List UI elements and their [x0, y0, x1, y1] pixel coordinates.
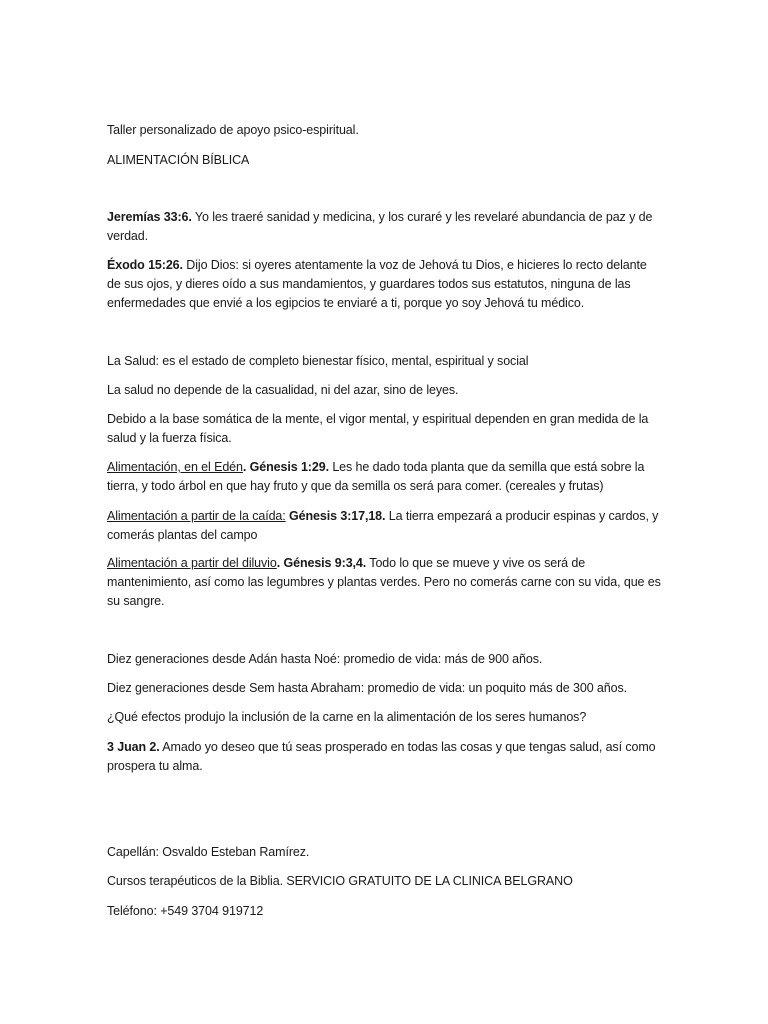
generaciones-adan: Diez generaciones desde Adán hasta Noé: promedio de vida: más de 900 años.	[107, 652, 543, 666]
diluvio-paragraph	[107, 554, 663, 611]
jeremias-ref: Jeremías 33:6.	[107, 210, 192, 224]
juan-text: Amado yo deseo que tú seas prosperado en todas las cosas y que tengas salud, así como prospera tu alma.	[107, 740, 656, 773]
cursos-line: Cursos terapéuticos de la Biblia. SERVICIO GRATUITO DE LA CLINICA BELGRANO	[107, 874, 573, 888]
eden-ref: . Génesis 1:29.	[242, 460, 329, 474]
caida-text: La tierra empezará a producir espinas y cardos, y comerás plantas del campo	[107, 509, 659, 542]
diluvio-ref: . Génesis 9:3,4.	[276, 556, 367, 570]
document-subtitle: ALIMENTACIÓN BÍBLICA	[107, 153, 250, 167]
pregunta-carne: ¿Qué efectos produjo la inclusión de la carne en la alimentación de los seres humanos?	[107, 710, 587, 724]
caida-heading: Alimentación a partir de la caída:	[107, 509, 286, 523]
exodo-ref: Éxodo 15:26.	[107, 258, 183, 272]
eden-text: Les he dado toda planta que da semilla que está sobre la tierra, y todo árbol en que hay fruto y que da semilla os será para comer. (cereales y frutas)	[107, 460, 645, 493]
generaciones-sem: Diez generaciones desde Sem hasta Abraham: promedio de vida: un poquito más de 300 años.	[107, 681, 628, 695]
capellan-line: Capellán: Osvaldo Esteban Ramírez.	[107, 845, 310, 859]
juan-ref: 3 Juan 2.	[107, 740, 160, 754]
jeremias-text: Yo les traeré sanidad y medicina, y los curaré y les revelaré abundancia de paz y de verdad.	[107, 210, 653, 243]
jeremias-paragraph	[107, 208, 663, 246]
caida-ref: Génesis 3:17,18.	[285, 509, 386, 523]
caida-paragraph	[107, 507, 663, 545]
salud-definition: La Salud: es el estado de completo bienestar físico, mental, espiritual y social	[107, 354, 529, 368]
eden-heading: Alimentación, en el Edén	[107, 460, 243, 474]
base-somatica-paragraph: Debido a la base somática de la mente, el vigor mental, y espiritual dependen en gran medida de la salud y la fuerza física.	[107, 412, 649, 445]
diluvio-heading: Alimentación a partir del diluvio	[107, 556, 277, 570]
eden-paragraph	[107, 458, 663, 496]
juan-paragraph	[107, 738, 663, 776]
telefono-line: Teléfono: +549 3704 919712	[107, 904, 264, 918]
salud-leyes: La salud no depende de la casualidad, ni del azar, sino de leyes.	[107, 383, 459, 397]
exodo-text: Dijo Dios: si oyeres atentamente la voz de Jehová tu Dios, e hicieres lo recto delante de sus ojos, y dieres oído a sus mandamientos, y guardares todos sus estatutos, ninguna de las enfermedades que envié a los egipcios te enviaré a ti, porque yo soy Jehová tu médico.	[107, 258, 647, 310]
document-title: Taller personalizado de apoyo psico-espiritual.	[107, 123, 359, 137]
diluvio-text: Todo lo que se mueve y vive os será de mantenimiento, así como las legumbres y plantas verdes. Pero no comerás carne con su vida, que es su sangre.	[107, 556, 661, 608]
exodo-paragraph	[107, 256, 663, 313]
